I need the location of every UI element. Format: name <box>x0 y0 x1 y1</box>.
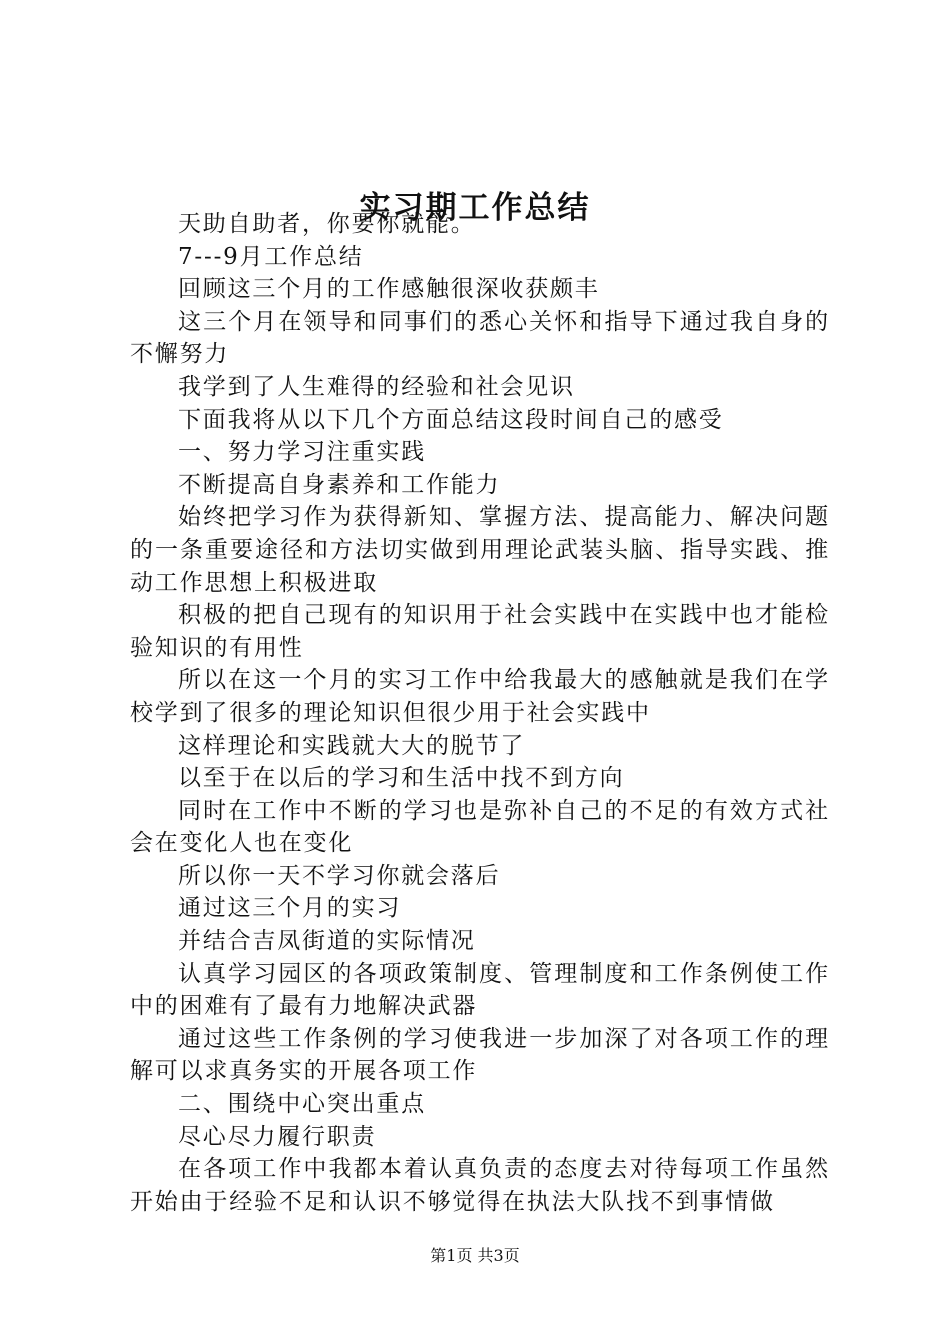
paragraph: 回顾这三个月的工作感触很深收获颇丰 <box>178 276 600 303</box>
paragraph: 我学到了人生难得的经验和社会见识 <box>178 373 575 400</box>
paragraph: 7---9月工作总结 <box>178 243 364 270</box>
section-heading: 二、围绕中心突出重点 <box>178 1091 426 1118</box>
page-footer: 第1页 共3页 <box>430 1246 520 1265</box>
paragraph: 这样理论和实践就大大的脱节了 <box>178 732 526 759</box>
paragraph: 认真学习园区的各项政策制度、管理制度和工作条例使工作中的困难有了最有力地解决武器 <box>130 960 830 1020</box>
paragraph: 所以在这一个月的实习工作中给我最大的感触就是我们在学校学到了很多的理论知识但很少用于社会实践中 <box>130 667 830 726</box>
section-heading: 一、努力学习注重实践 <box>178 439 426 466</box>
paragraph: 在各项工作中我都本着认真负责的态度去对待每项工作虽然开始由于经验不足和认识不够觉得在执法大队找不到事情做 <box>130 1156 830 1215</box>
paragraph: 不断提高自身素养和工作能力 <box>178 471 501 498</box>
paragraph: 同时在工作中不断的学习也是弥补自己的不足的有效方式社会在变化人也在变化 <box>130 797 830 857</box>
paragraph: 尽心尽力履行职责 <box>178 1123 377 1150</box>
paragraph: 并结合吉凤街道的实际情况 <box>178 928 476 955</box>
paragraph: 积极的把自己现有的知识用于社会实践中在实践中也才能检验知识的有用性 <box>130 602 830 661</box>
paragraph: 以至于在以后的学习和生活中找不到方向 <box>178 765 625 792</box>
paragraph: 所以你一天不学习你就会落后 <box>178 862 501 889</box>
paragraph: 通过这三个月的实习 <box>178 895 402 922</box>
paragraph: 这三个月在领导和同事们的悉心关怀和指导下通过我自身的不懈努力 <box>130 308 830 368</box>
paragraph: 天助自助者，你要你就能。 <box>178 211 476 237</box>
paragraph: 通过这些工作条例的学习使我进一步加深了对各项工作的理解可以求真务实的开展各项工作 <box>130 1025 830 1085</box>
paragraph: 始终把学习作为获得新知、掌握方法、提高能力、解决问题的一条重要途径和方法切实做到用理论武装头脑、指导实践、推动工作思想上积极进取 <box>130 504 830 596</box>
document-title: 实习期工作总结 <box>359 190 591 226</box>
paragraph: 下面我将从以下几个方面总结这段时间自己的感受 <box>178 406 724 433</box>
document-body <box>130 208 830 1218</box>
